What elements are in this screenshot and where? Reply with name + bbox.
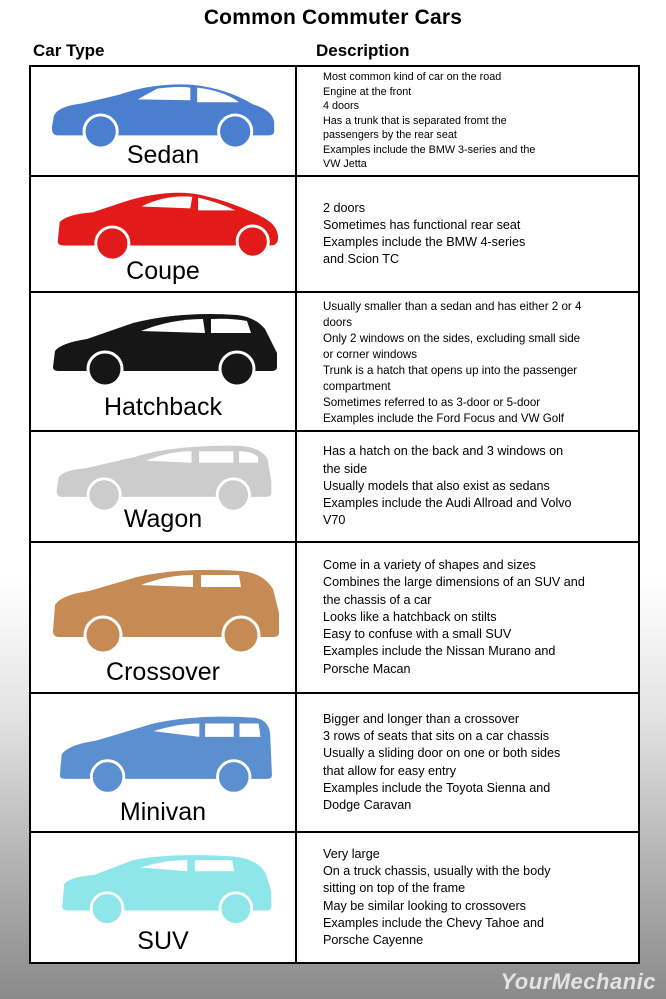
- car-type-cell: [31, 177, 297, 291]
- description-line: Examples include the Ford Focus and VW Golf: [323, 411, 565, 425]
- description-cell: [297, 543, 638, 692]
- wheel: [237, 226, 268, 257]
- description-line: Examples include the BMW 4-series: [323, 235, 526, 249]
- watermark-logo: YourMechanic: [500, 969, 656, 994]
- description-line: Very large: [323, 846, 380, 861]
- description-header: Description: [316, 41, 410, 60]
- description-line: Examples include the Chevy Tahoe and: [323, 915, 544, 930]
- description-line: Usually a sliding door on one or both sides: [323, 746, 561, 761]
- description-cell: [297, 67, 638, 175]
- car-type-cell: [31, 293, 297, 430]
- page-title: Common Commuter Cars: [203, 6, 463, 29]
- description-line: or corner windows: [323, 347, 418, 361]
- window: [205, 723, 234, 736]
- minivan-car-icon: [41, 712, 287, 798]
- car-name: Hatchback: [103, 393, 223, 421]
- suv-car-icon: [41, 847, 287, 931]
- wheel: [218, 761, 250, 793]
- table-row-sedan: [31, 67, 638, 177]
- car-type-cell: [31, 432, 297, 541]
- description-line: Engine at the front: [323, 85, 412, 98]
- description-line: Sometimes has functional rear seat: [323, 217, 521, 232]
- description-line: Bigger and longer than a crossover: [323, 711, 520, 726]
- car-name: Sedan: [126, 141, 200, 169]
- sedan-car-icon: [41, 73, 287, 151]
- table-row-suv: [31, 833, 638, 962]
- description-line: Porsche Macan: [323, 661, 411, 676]
- table-row-coupe: [31, 177, 638, 293]
- description-line: Combines the large dimensions of an SUV and: [323, 575, 585, 590]
- car-type-header: Car Type: [33, 41, 105, 60]
- description-line: doors: [323, 315, 353, 329]
- description-line: the side: [323, 461, 368, 476]
- car-table: [29, 65, 640, 964]
- description-line: 3 rows of seats that sits on a car chassis: [323, 729, 550, 744]
- car-type-cell: [31, 833, 297, 962]
- description-line: Most common kind of car on the road: [323, 70, 502, 83]
- description-cell: [297, 833, 638, 962]
- wheel: [220, 352, 254, 386]
- description-line: V70: [323, 513, 346, 528]
- description-line: compartment: [323, 379, 391, 393]
- crossover-car-icon: [41, 565, 287, 655]
- car-name: Wagon: [123, 505, 203, 533]
- car-type-cell: [31, 694, 297, 831]
- description-line: Porsche Cayenne: [323, 932, 424, 947]
- description-line: Looks like a hatchback on stilts: [323, 609, 497, 624]
- description-line: Has a hatch on the back and 3 windows on: [323, 444, 564, 459]
- description-line: Usually models that also exist as sedans: [323, 478, 550, 493]
- wheel: [220, 893, 252, 925]
- hatchback-car-icon: [41, 309, 287, 389]
- car-type-cell: [31, 543, 297, 692]
- description-line: Dodge Caravan: [323, 797, 412, 812]
- description-cell: [297, 293, 638, 430]
- description-line: Only 2 windows on the sides, excluding small side: [323, 331, 581, 345]
- description-cell: [297, 432, 638, 541]
- wheel: [85, 617, 121, 653]
- car-name: Crossover: [106, 658, 220, 686]
- coupe-car-icon: [41, 185, 287, 263]
- description-line: sitting on top of the frame: [323, 881, 466, 896]
- car-name: Minivan: [119, 798, 207, 826]
- description-line: Come in a variety of shapes and sizes: [323, 558, 536, 573]
- wagon-car-icon: [41, 438, 287, 514]
- description-line: May be similar looking to crossovers: [323, 898, 526, 913]
- description-line: Usually smaller than a sedan and has either 2 or 4: [323, 299, 582, 313]
- table-row-minivan: [31, 694, 638, 833]
- table-row-hatchback: [31, 293, 638, 432]
- wheel: [91, 761, 123, 793]
- wheel: [88, 352, 122, 386]
- window: [195, 860, 234, 871]
- description-line: Easy to confuse with a small SUV: [323, 627, 512, 642]
- description-line: that allow for easy entry: [323, 763, 456, 778]
- description-line: passengers by the rear seat: [323, 129, 457, 142]
- description-line: Examples include the Audi Allroad and Volvo: [323, 496, 572, 511]
- wheel: [91, 893, 123, 925]
- window: [199, 451, 233, 462]
- description-line: and Scion TC: [323, 252, 400, 267]
- car-name: SUV: [137, 927, 189, 955]
- description-cell: [297, 694, 638, 831]
- description-line: On a truck chassis, usually with the body: [323, 864, 551, 879]
- window: [201, 575, 241, 587]
- description-line: the chassis of a car: [323, 592, 432, 607]
- description-line: Has a trunk that is separated fromt the: [323, 114, 507, 127]
- description-line: 4 doors: [323, 100, 360, 113]
- car-name: Coupe: [126, 257, 200, 285]
- wheel: [223, 617, 259, 653]
- description-line: Examples include the BMW 3-series and the: [323, 143, 536, 156]
- table-row-wagon: [31, 432, 638, 543]
- description-line: Examples include the Nissan Murano and: [323, 644, 556, 659]
- window: [211, 319, 251, 333]
- window: [239, 723, 260, 736]
- description-line: VW Jetta: [323, 158, 367, 171]
- table-row-crossover: [31, 543, 638, 694]
- description-line: Examples include the Toyota Sienna and: [323, 780, 551, 795]
- wheel: [96, 227, 129, 260]
- description-cell: [297, 177, 638, 291]
- description-line: 2 doors: [323, 200, 366, 215]
- description-line: Sometimes referred to as 3-door or 5-door: [323, 395, 541, 409]
- description-line: Trunk is a hatch that opens up into the passenger: [323, 363, 578, 377]
- car-type-cell: [31, 67, 297, 175]
